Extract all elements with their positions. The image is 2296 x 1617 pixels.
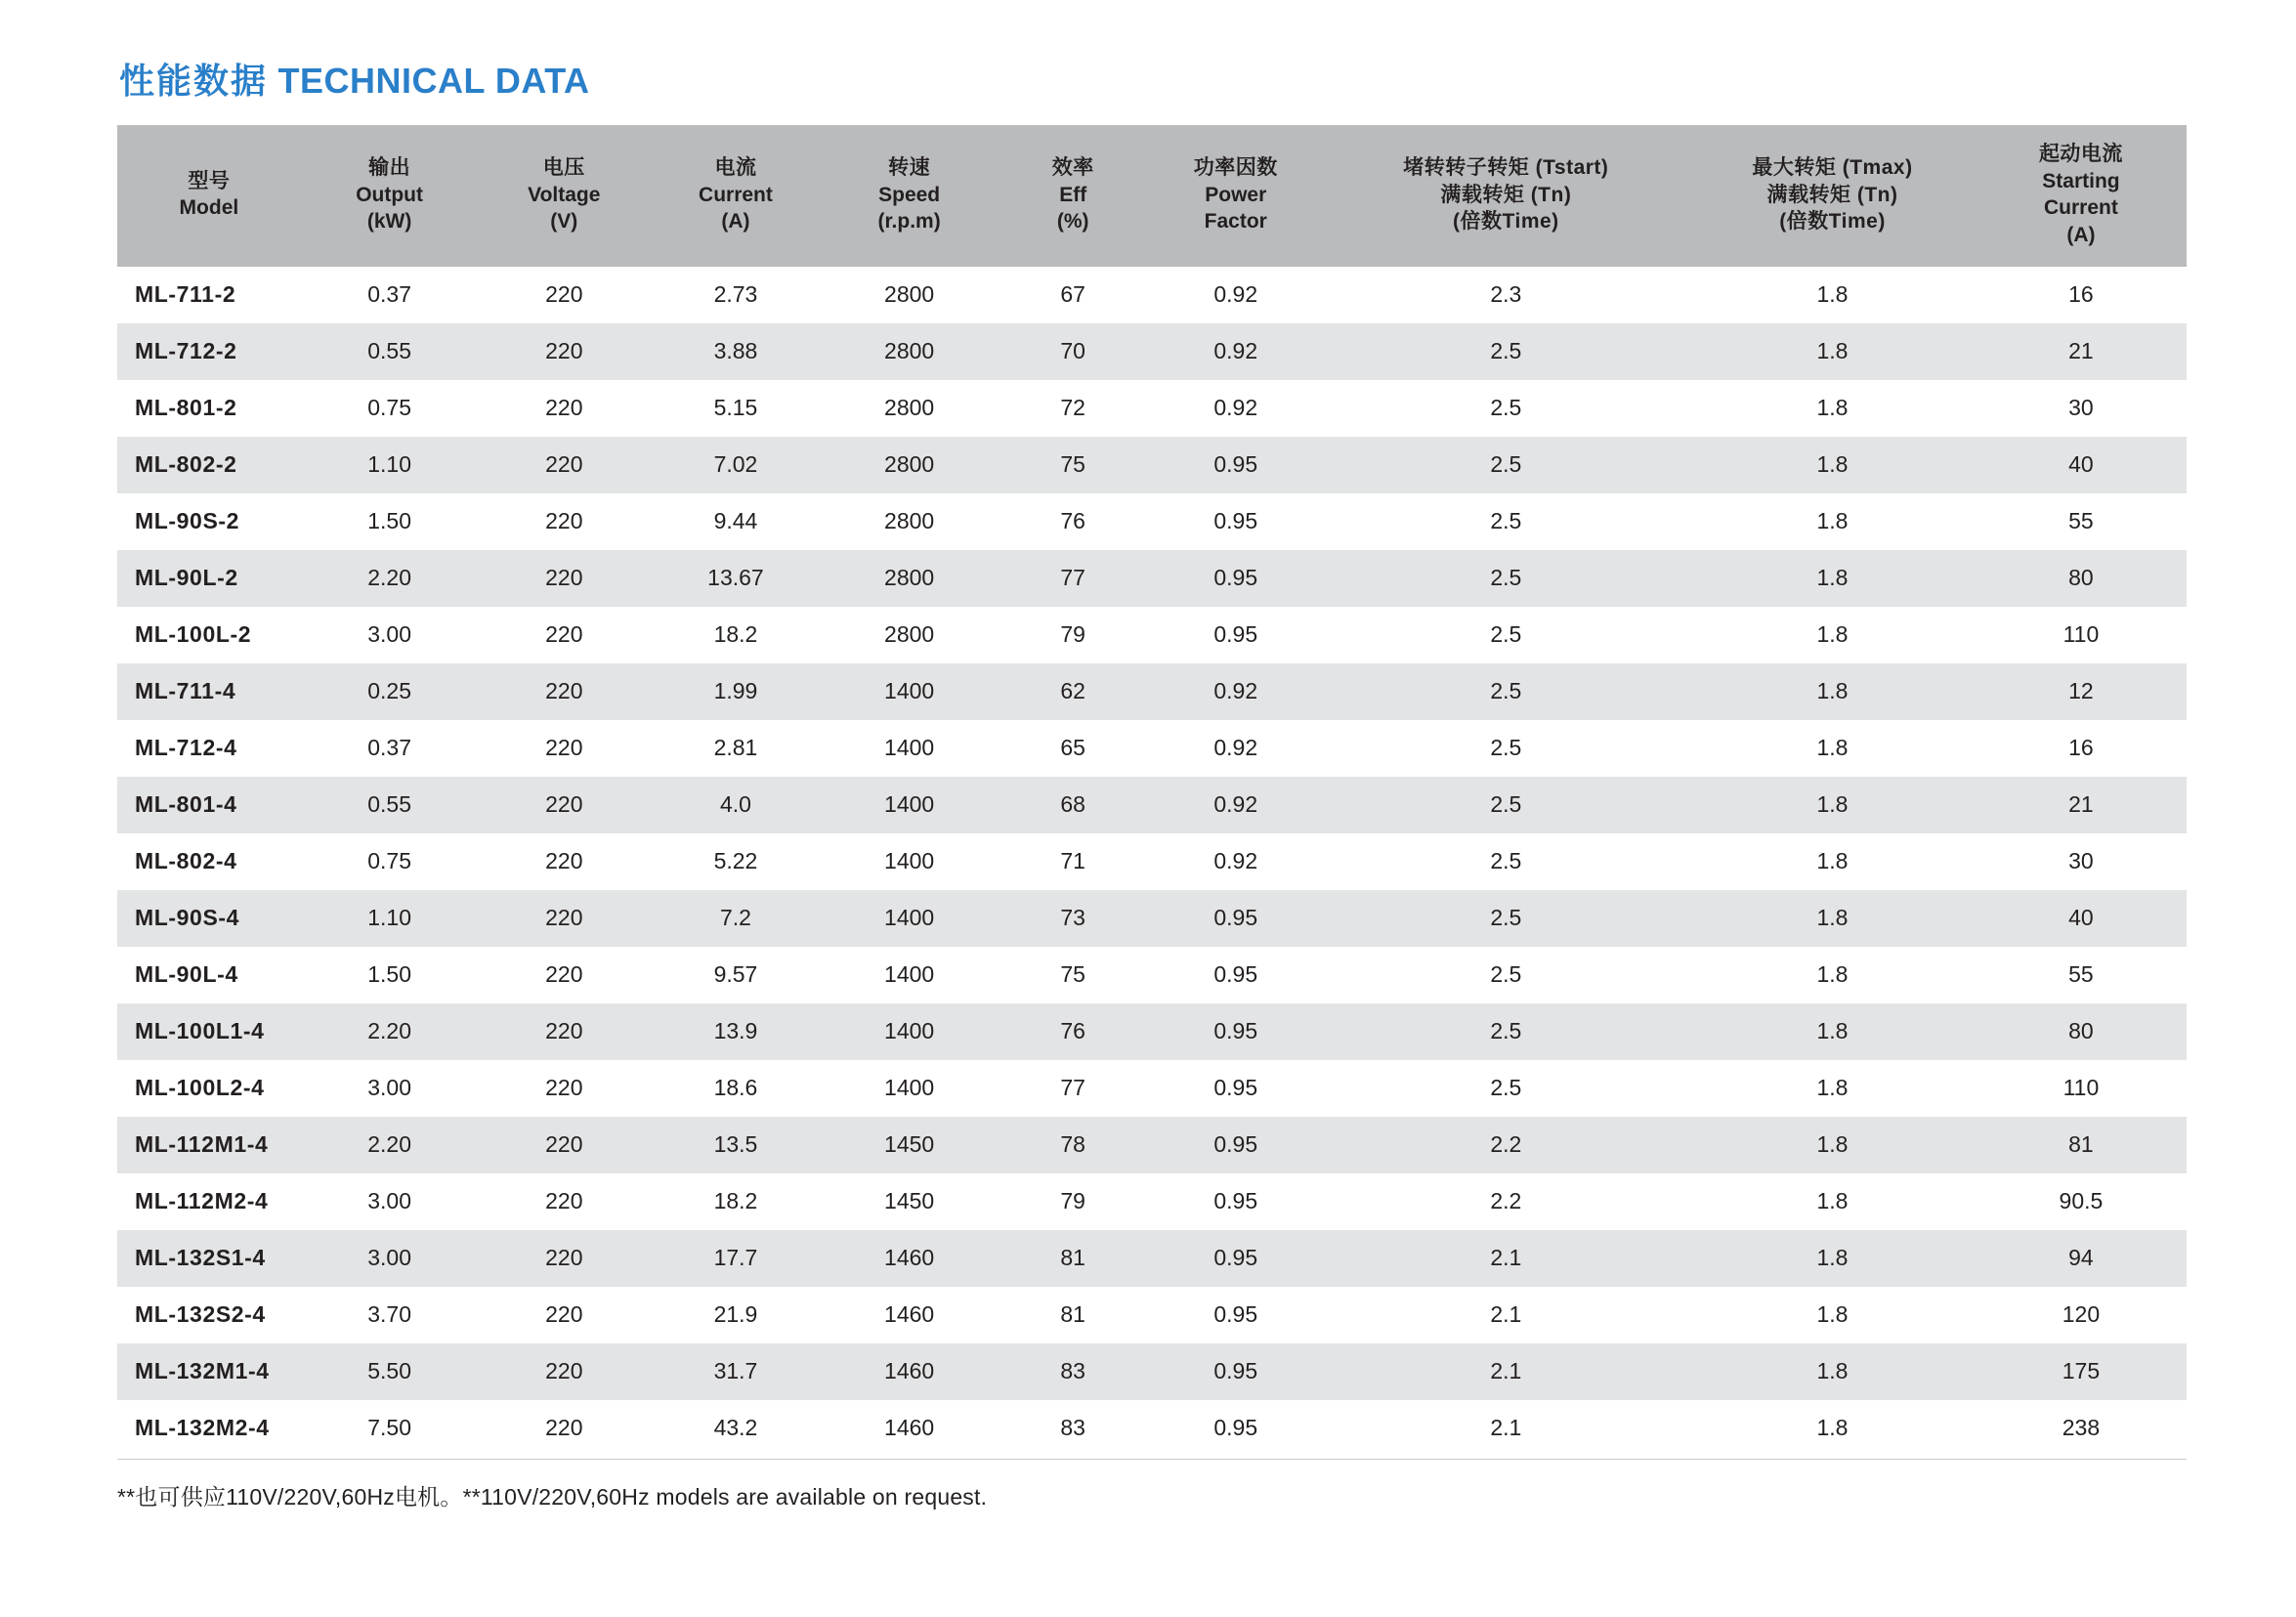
cell-model: ML-712-2	[117, 323, 301, 380]
technical-data-table	[117, 125, 2187, 1457]
cell-value: 2800	[822, 550, 998, 607]
cell-value: 0.92	[1149, 777, 1323, 833]
cell-value: 0.25	[301, 663, 479, 720]
cell-value: 220	[478, 1230, 650, 1287]
cell-value: 1.99	[650, 663, 822, 720]
column-header-line: Starting	[2042, 169, 2120, 192]
cell-value: 238	[1976, 1400, 2187, 1457]
column-header-line: 最大转矩 (Tmax)	[1752, 155, 1913, 179]
cell-value: 0.92	[1149, 267, 1323, 323]
cell-value: 13.9	[650, 1003, 822, 1060]
cell-value: 80	[1976, 1003, 2187, 1060]
column-header-1	[301, 125, 479, 267]
cell-model: ML-90L-2	[117, 550, 301, 607]
cell-value: 3.00	[301, 1230, 479, 1287]
cell-value: 1400	[822, 833, 998, 890]
column-header-line: 堵转转子转矩 (Tstart)	[1403, 155, 1609, 179]
cell-value: 1.8	[1689, 1117, 1976, 1173]
cell-value: 2.1	[1323, 1343, 1690, 1400]
cell-value: 2.20	[301, 550, 479, 607]
column-header-line: (kW)	[366, 210, 412, 234]
cell-value: 0.95	[1149, 493, 1323, 550]
column-header-line: 输出	[368, 155, 411, 179]
cell-value: 1.8	[1689, 833, 1976, 890]
cell-value: 2.20	[301, 1003, 479, 1060]
cell-value: 1.8	[1689, 1003, 1976, 1060]
table-row	[117, 437, 2187, 493]
cell-value: 1400	[822, 777, 998, 833]
cell-value: 40	[1976, 890, 2187, 947]
page-title-cn: 性能数据	[119, 61, 269, 101]
cell-value: 0.95	[1149, 607, 1323, 663]
cell-value: 2.2	[1323, 1117, 1690, 1173]
table-row	[117, 493, 2187, 550]
cell-value: 31.7	[650, 1343, 822, 1400]
table-row	[117, 323, 2187, 380]
column-header-line: 电流	[714, 155, 757, 179]
cell-value: 3.00	[301, 1173, 479, 1230]
cell-model: ML-100L1-4	[117, 1003, 301, 1060]
cell-value: 1.8	[1689, 323, 1976, 380]
cell-value: 18.2	[650, 607, 822, 663]
cell-value: 83	[997, 1400, 1148, 1457]
cell-model: ML-802-4	[117, 833, 301, 890]
cell-value: 2.3	[1323, 267, 1690, 323]
cell-value: 1.8	[1689, 663, 1976, 720]
cell-model: ML-132S1-4	[117, 1230, 301, 1287]
cell-value: 77	[997, 550, 1148, 607]
column-header-line: Current	[2044, 196, 2118, 220]
cell-model: ML-90S-4	[117, 890, 301, 947]
cell-value: 220	[478, 550, 650, 607]
cell-value: 0.95	[1149, 947, 1323, 1003]
cell-value: 1400	[822, 663, 998, 720]
table-row	[117, 833, 2187, 890]
cell-value: 79	[997, 1173, 1148, 1230]
cell-value: 1.8	[1689, 1230, 1976, 1287]
cell-value: 43.2	[650, 1400, 822, 1457]
column-header-line: 效率	[1051, 155, 1094, 179]
cell-value: 2.5	[1323, 493, 1690, 550]
cell-model: ML-801-4	[117, 777, 301, 833]
cell-value: 18.6	[650, 1060, 822, 1117]
cell-value: 2800	[822, 323, 998, 380]
cell-value: 71	[997, 833, 1148, 890]
cell-value: 110	[1976, 607, 2187, 663]
column-header-line: (A)	[2066, 224, 2096, 247]
cell-value: 2800	[822, 437, 998, 493]
cell-value: 81	[1976, 1117, 2187, 1173]
cell-value: 1.10	[301, 437, 479, 493]
cell-value: 7.02	[650, 437, 822, 493]
cell-value: 68	[997, 777, 1148, 833]
cell-value: 40	[1976, 437, 2187, 493]
column-header-4	[822, 125, 998, 267]
cell-value: 2.81	[650, 720, 822, 777]
cell-value: 1400	[822, 1003, 998, 1060]
cell-value: 110	[1976, 1060, 2187, 1117]
cell-value: 1460	[822, 1287, 998, 1343]
cell-value: 2.5	[1323, 437, 1690, 493]
cell-value: 76	[997, 493, 1148, 550]
cell-value: 81	[997, 1230, 1148, 1287]
cell-value: 1.8	[1689, 1343, 1976, 1400]
column-header-3	[650, 125, 822, 267]
cell-model: ML-711-2	[117, 267, 301, 323]
cell-model: ML-132S2-4	[117, 1287, 301, 1343]
cell-value: 16	[1976, 267, 2187, 323]
cell-value: 5.15	[650, 380, 822, 437]
column-header-7	[1323, 125, 1690, 267]
cell-value: 18.2	[650, 1173, 822, 1230]
column-header-line: (A)	[721, 210, 750, 234]
column-header-line: (倍数Time)	[1453, 210, 1559, 234]
table-row	[117, 663, 2187, 720]
cell-value: 1400	[822, 720, 998, 777]
cell-value: 220	[478, 833, 650, 890]
cell-value: 220	[478, 323, 650, 380]
column-header-line: 转速	[888, 155, 931, 179]
cell-value: 220	[478, 947, 650, 1003]
column-header-line: 功率因数	[1193, 155, 1278, 179]
cell-value: 4.0	[650, 777, 822, 833]
cell-value: 220	[478, 1003, 650, 1060]
cell-value: 0.95	[1149, 1003, 1323, 1060]
cell-value: 7.2	[650, 890, 822, 947]
cell-model: ML-711-4	[117, 663, 301, 720]
cell-value: 220	[478, 380, 650, 437]
cell-value: 17.7	[650, 1230, 822, 1287]
column-header-line: 起动电流	[2038, 143, 2123, 165]
cell-value: 0.55	[301, 323, 479, 380]
cell-model: ML-132M2-4	[117, 1400, 301, 1457]
cell-value: 220	[478, 1343, 650, 1400]
cell-value: 2800	[822, 607, 998, 663]
cell-value: 220	[478, 607, 650, 663]
cell-value: 62	[997, 663, 1148, 720]
cell-value: 78	[997, 1117, 1148, 1173]
cell-value: 21	[1976, 777, 2187, 833]
cell-value: 1400	[822, 890, 998, 947]
cell-value: 2.5	[1323, 833, 1690, 890]
column-header-2	[478, 125, 650, 267]
cell-value: 9.57	[650, 947, 822, 1003]
cell-value: 220	[478, 1060, 650, 1117]
cell-value: 1.8	[1689, 947, 1976, 1003]
cell-value: 21.9	[650, 1287, 822, 1343]
cell-value: 30	[1976, 833, 2187, 890]
cell-value: 1.8	[1689, 1060, 1976, 1117]
table-header-row	[117, 125, 2187, 267]
cell-value: 90.5	[1976, 1173, 2187, 1230]
cell-value: 0.95	[1149, 1400, 1323, 1457]
cell-model: ML-801-2	[117, 380, 301, 437]
cell-value: 0.37	[301, 267, 479, 323]
column-header-line: Power	[1205, 183, 1267, 206]
table-body	[117, 267, 2187, 1457]
column-header-line: Speed	[878, 183, 941, 206]
cell-value: 2.5	[1323, 777, 1690, 833]
column-header-9	[1976, 125, 2187, 267]
column-header-line: (r.p.m)	[877, 210, 941, 234]
cell-value: 72	[997, 380, 1148, 437]
cell-value: 2.5	[1323, 890, 1690, 947]
cell-value: 0.92	[1149, 380, 1323, 437]
cell-value: 1.8	[1689, 1400, 1976, 1457]
cell-value: 67	[997, 267, 1148, 323]
cell-value: 1.10	[301, 890, 479, 947]
cell-value: 0.95	[1149, 1343, 1323, 1400]
cell-value: 220	[478, 437, 650, 493]
cell-value: 21	[1976, 323, 2187, 380]
cell-value: 0.75	[301, 380, 479, 437]
cell-value: 7.50	[301, 1400, 479, 1457]
table-row	[117, 1117, 2187, 1173]
cell-model: ML-802-2	[117, 437, 301, 493]
cell-value: 220	[478, 663, 650, 720]
cell-value: 65	[997, 720, 1148, 777]
cell-value: 73	[997, 890, 1148, 947]
cell-value: 220	[478, 777, 650, 833]
cell-value: 220	[478, 1173, 650, 1230]
cell-value: 2.5	[1323, 607, 1690, 663]
column-header-line: (%)	[1056, 210, 1089, 234]
cell-value: 0.95	[1149, 437, 1323, 493]
cell-value: 2.5	[1323, 323, 1690, 380]
table-row	[117, 267, 2187, 323]
cell-value: 1460	[822, 1343, 998, 1400]
cell-value: 9.44	[650, 493, 822, 550]
table-row	[117, 890, 2187, 947]
cell-value: 1.8	[1689, 777, 1976, 833]
cell-value: 1.8	[1689, 267, 1976, 323]
cell-value: 0.95	[1149, 890, 1323, 947]
table-row	[117, 1173, 2187, 1230]
cell-value: 3.88	[650, 323, 822, 380]
cell-value: 0.95	[1149, 1287, 1323, 1343]
cell-value: 0.95	[1149, 1117, 1323, 1173]
cell-value: 70	[997, 323, 1148, 380]
table-row	[117, 550, 2187, 607]
cell-value: 81	[997, 1287, 1148, 1343]
cell-value: 0.55	[301, 777, 479, 833]
cell-value: 94	[1976, 1230, 2187, 1287]
cell-value: 0.92	[1149, 323, 1323, 380]
cell-value: 0.92	[1149, 663, 1323, 720]
cell-value: 2.2	[1323, 1173, 1690, 1230]
cell-model: ML-100L-2	[117, 607, 301, 663]
cell-model: ML-90S-2	[117, 493, 301, 550]
cell-value: 2.5	[1323, 1003, 1690, 1060]
cell-value: 0.95	[1149, 1230, 1323, 1287]
table-header	[117, 125, 2187, 267]
cell-value: 2.20	[301, 1117, 479, 1173]
column-header-line: Current	[699, 183, 773, 206]
cell-value: 83	[997, 1343, 1148, 1400]
cell-value: 79	[997, 607, 1148, 663]
cell-value: 1.8	[1689, 1287, 1976, 1343]
cell-value: 30	[1976, 380, 2187, 437]
cell-value: 0.95	[1149, 1060, 1323, 1117]
cell-value: 1450	[822, 1173, 998, 1230]
cell-value: 2.1	[1323, 1400, 1690, 1457]
cell-value: 1.50	[301, 947, 479, 1003]
cell-value: 1400	[822, 1060, 998, 1117]
column-header-line: Voltage	[528, 183, 601, 206]
cell-value: 1.8	[1689, 493, 1976, 550]
table-row	[117, 607, 2187, 663]
table-row	[117, 1343, 2187, 1400]
cell-value: 220	[478, 1117, 650, 1173]
cell-value: 3.00	[301, 1060, 479, 1117]
cell-value: 220	[478, 493, 650, 550]
table-row	[117, 947, 2187, 1003]
cell-model: ML-100L2-4	[117, 1060, 301, 1117]
cell-value: 220	[478, 890, 650, 947]
cell-value: 0.95	[1149, 550, 1323, 607]
cell-value: 2800	[822, 380, 998, 437]
table-row	[117, 380, 2187, 437]
cell-value: 1.8	[1689, 890, 1976, 947]
table-row	[117, 1230, 2187, 1287]
cell-model: ML-132M1-4	[117, 1343, 301, 1400]
cell-value: 0.37	[301, 720, 479, 777]
table-row	[117, 1400, 2187, 1457]
column-header-line: Eff	[1059, 183, 1087, 206]
cell-value: 1.8	[1689, 437, 1976, 493]
cell-value: 1.50	[301, 493, 479, 550]
column-header-5	[997, 125, 1148, 267]
cell-value: 5.50	[301, 1343, 479, 1400]
cell-value: 13.5	[650, 1117, 822, 1173]
cell-value: 3.00	[301, 607, 479, 663]
cell-value: 1.8	[1689, 1173, 1976, 1230]
cell-model: ML-90L-4	[117, 947, 301, 1003]
cell-value: 55	[1976, 493, 2187, 550]
column-header-line: 满载转矩 (Tn)	[1766, 183, 1898, 206]
cell-value: 220	[478, 720, 650, 777]
cell-value: 220	[478, 1400, 650, 1457]
cell-value: 5.22	[650, 833, 822, 890]
cell-value: 3.70	[301, 1287, 479, 1343]
cell-value: 220	[478, 1287, 650, 1343]
column-header-0	[117, 125, 301, 267]
cell-value: 75	[997, 437, 1148, 493]
table-row	[117, 777, 2187, 833]
cell-value: 2.1	[1323, 1287, 1690, 1343]
cell-value: 2.5	[1323, 550, 1690, 607]
cell-model: ML-112M1-4	[117, 1117, 301, 1173]
cell-model: ML-712-4	[117, 720, 301, 777]
cell-value: 75	[997, 947, 1148, 1003]
column-header-line: Factor	[1204, 210, 1267, 234]
table-row	[117, 720, 2187, 777]
cell-value: 2800	[822, 493, 998, 550]
cell-value: 1.8	[1689, 550, 1976, 607]
cell-value: 2.5	[1323, 720, 1690, 777]
cell-value: 77	[997, 1060, 1148, 1117]
cell-value: 1.8	[1689, 607, 1976, 663]
footnote: **也可供应110V/220V,60Hz电机。**110V/220V,60Hz models are available on request.	[117, 1483, 988, 1510]
cell-value: 80	[1976, 550, 2187, 607]
column-header-8	[1689, 125, 1976, 267]
cell-value: 0.92	[1149, 720, 1323, 777]
cell-value: 76	[997, 1003, 1148, 1060]
cell-value: 2.5	[1323, 947, 1690, 1003]
table-row	[117, 1287, 2187, 1343]
cell-value: 1460	[822, 1400, 998, 1457]
cell-value: 120	[1976, 1287, 2187, 1343]
cell-value: 2.5	[1323, 1060, 1690, 1117]
cell-value: 0.95	[1149, 1173, 1323, 1230]
cell-value: 1.8	[1689, 380, 1976, 437]
cell-value: 2.73	[650, 267, 822, 323]
page-title-en: TECHNICAL DATA	[277, 61, 590, 101]
cell-value: 55	[1976, 947, 2187, 1003]
cell-value: 2.1	[1323, 1230, 1690, 1287]
cell-value: 1450	[822, 1117, 998, 1173]
cell-value: 1460	[822, 1230, 998, 1287]
column-header-6	[1149, 125, 1323, 267]
cell-value: 16	[1976, 720, 2187, 777]
column-header-line: Output	[356, 183, 424, 206]
cell-model: ML-112M2-4	[117, 1173, 301, 1230]
column-header-line: 电压	[542, 155, 585, 179]
cell-value: 1.8	[1689, 720, 1976, 777]
column-header-line: (倍数Time)	[1779, 210, 1886, 234]
cell-value: 13.67	[650, 550, 822, 607]
cell-value: 0.92	[1149, 833, 1323, 890]
cell-value: 2800	[822, 267, 998, 323]
column-header-line: 型号	[188, 169, 231, 192]
cell-value: 12	[1976, 663, 2187, 720]
cell-value: 2.5	[1323, 380, 1690, 437]
cell-value: 220	[478, 267, 650, 323]
column-header-line: 满载转矩 (Tn)	[1440, 183, 1572, 206]
column-header-line: Model	[179, 196, 239, 220]
cell-value: 0.75	[301, 833, 479, 890]
table-row	[117, 1060, 2187, 1117]
cell-value: 2.5	[1323, 663, 1690, 720]
cell-value: 175	[1976, 1343, 2187, 1400]
table-row	[117, 1003, 2187, 1060]
cell-value: 1400	[822, 947, 998, 1003]
page-title	[119, 54, 2179, 104]
column-header-line: (V)	[550, 210, 578, 234]
